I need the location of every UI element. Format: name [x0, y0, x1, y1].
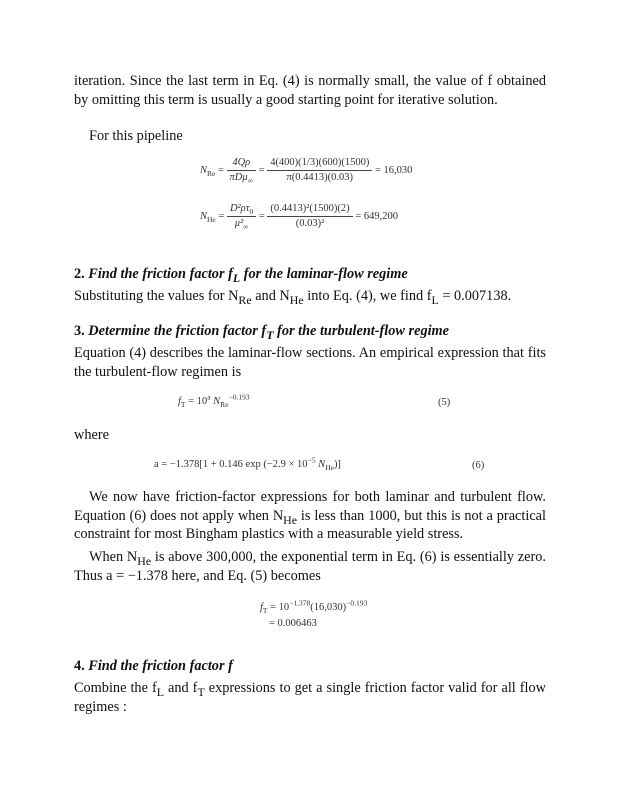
equation-reynolds: $N_{Re}$ = $\frac{4Q\rho}{\pi D\mu_\infty}$ = $\frac{4(400)(1/3)(600)(1500)}{\pi(0.4413)(0.03)}$ = 16,030 [200, 157, 413, 186]
paragraph-where: where [74, 427, 109, 443]
paragraph-nhe-above: When $N_{He}$ is above 300,000, the exponential term in Eq. (6) is essentially zero. Thus a = −1.378 here, and Eq. (5) becomes [74, 549, 546, 584]
paragraph-equation-4: Equation (4) describes the laminar-flow sections. An empirical expression that fits the turbulent-flow regimen is [74, 345, 546, 380]
paragraph-pipeline: For this pipeline [89, 128, 183, 144]
heading-step-2: 2. Find the friction factor $f_L$ for the laminar-flow regime [74, 266, 408, 285]
equation-6: a = −1.378[1 + 0.146 $\exp (-2.9 \times 10^{-5}$ $N_{He}$)] [154, 455, 341, 473]
eq-he-lhs: $N_{He}$ [200, 210, 216, 224]
equation-6-number: (6) [472, 460, 485, 471]
eq-re-result: = 16,030 [374, 164, 413, 176]
eq-he-result: = 649,200 [355, 210, 398, 222]
eq-re-frac2: $\frac{4(400)(1/3)(600)(1500)}{\pi(0.4413)(0.03)}$ [267, 156, 372, 185]
equation-ft-line1: $f_T = 10^{-1.378}(16,030)^{-0.193}$ [260, 598, 368, 616]
equation-ft-line2: = 0.006463 [269, 618, 317, 629]
paragraph-combine: Combine the $f_L$ and $f_T$ expressions to get a single friction factor valid for all flow regimes : [74, 680, 546, 715]
equation-ft-result [260, 600, 367, 632]
equation-5: $f_T = 10^a$ $N_{Re}^{-0.193}$ [178, 392, 250, 410]
eq-he-frac2: $\frac{\text{(0.4413)²(1500)(2)}}{\text{(0.03)²}}$ [267, 202, 352, 231]
eq-re-lhs: $N_{Re}$ [200, 164, 216, 178]
equation-hedstrom: $N_{He}$ = $\frac{D^2\rho\tau_0}{\mu^2_\infty}$ = $\frac{\text{(0.4413)²(1500)(2)}}{\text{(0.03)²}}$ = 649,200 [200, 203, 398, 232]
paragraph-substituting: Substituting the values for $N_{Re}$ and $N_{He}$ into Eq. (4), we find $f_L = 0.007138$. [74, 288, 512, 307]
heading-step-4: 4. Find the friction factor f [74, 658, 233, 674]
eq-re-frac1: $\frac{4Q\rho}{\pi D\mu_\infty}$ [227, 156, 256, 185]
eq-he-frac1: $\frac{D^2\rho\tau_0}{\mu^2_\infty}$ [227, 202, 256, 231]
equation-5-number: (5) [438, 397, 451, 408]
paragraph-iteration: iteration. Since the last term in Eq. (4) is normally small, the value of f obtained by omitting this term is usually a good starting point for iterative solution. [74, 73, 546, 108]
heading-step-3: 3. Determine the friction factor $f_T$ for the turbulent-flow regime [74, 323, 450, 342]
paragraph-laminar-turbulent: We now have friction-factor expressions for both laminar and turbulent flow. Equation (6) does not apply when $N_{He}$ is less than 1000, but this is not a practical constraint for most Bingham plastics with a measurable yield stress. [74, 489, 546, 542]
